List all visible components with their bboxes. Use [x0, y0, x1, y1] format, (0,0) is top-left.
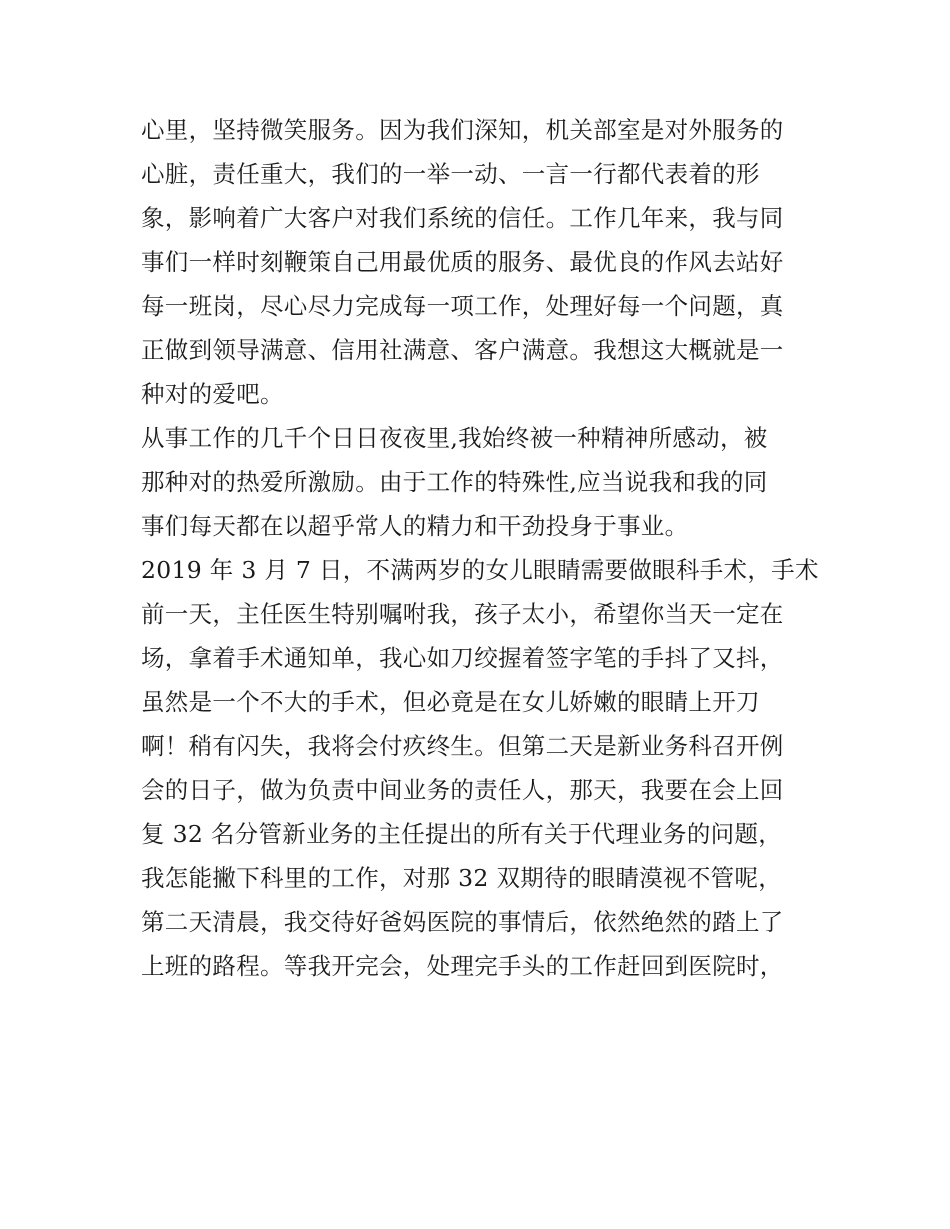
text-line: 每一班岗，尽心尽力完成每一项工作，处理好每一个问题，真 [141, 292, 784, 320]
body-text [141, 108, 821, 988]
text-line: 事们一样时刻鞭策自己用最优质的服务、最优良的作风去站好 [141, 248, 784, 276]
text-line: 前一天，主任医生特别嘱咐我，孩子太小，希望你当天一定在 [141, 600, 784, 628]
text-line: 场，拿着手术通知单，我心如刀绞握着签字笔的手抖了又抖， [141, 644, 784, 672]
text-line: 事们每天都在以超乎常人的精力和干劲投身于事业。 [141, 512, 689, 540]
text-line: 那种对的热爱所激励。由于工作的特殊性,应当说我和我的同 [141, 468, 768, 496]
text-line: 复 32 名分管新业务的主任提出的所有关于代理业务的问题， [141, 820, 783, 848]
text-line: 2019 年 3 月 7 日，不满两岁的女儿眼睛需要做眼科手术，手术 [141, 556, 819, 584]
text-line: 正做到领导满意、信用社满意、客户满意。我想这大概就是一 [141, 336, 784, 364]
text-line: 心里，坚持微笑服务。因为我们深知，机关部室是对外服务的 [141, 116, 784, 144]
text-line: 第二天清晨，我交待好爸妈医院的事情后，依然绝然的踏上了 [141, 908, 784, 936]
text-line: 象，影响着广大客户对我们系统的信任。工作几年来，我与同 [141, 204, 784, 232]
text-line: 会的日子，做为负责中间业务的责任人，那天，我要在会上回 [141, 776, 784, 804]
text-line: 从事工作的几千个日日夜夜里,我始终被一种精神所感动，被 [141, 424, 768, 452]
text-line: 种对的爱吧。 [141, 380, 284, 408]
text-line: 上班的路程。等我开完会，处理完手头的工作赶回到医院时， [141, 952, 784, 980]
text-line: 啊！稍有闪失，我将会付疚终生。但第二天是新业务科召开例 [141, 732, 784, 760]
text-line: 我怎能撇下科里的工作，对那 32 双期待的眼睛漠视不管呢， [141, 864, 783, 892]
text-line: 虽然是一个不大的手术，但必竟是在女儿娇嫩的眼睛上开刀 [141, 688, 760, 716]
text-line: 心脏，责任重大，我们的一举一动、一言一行都代表着的形 [141, 160, 760, 188]
